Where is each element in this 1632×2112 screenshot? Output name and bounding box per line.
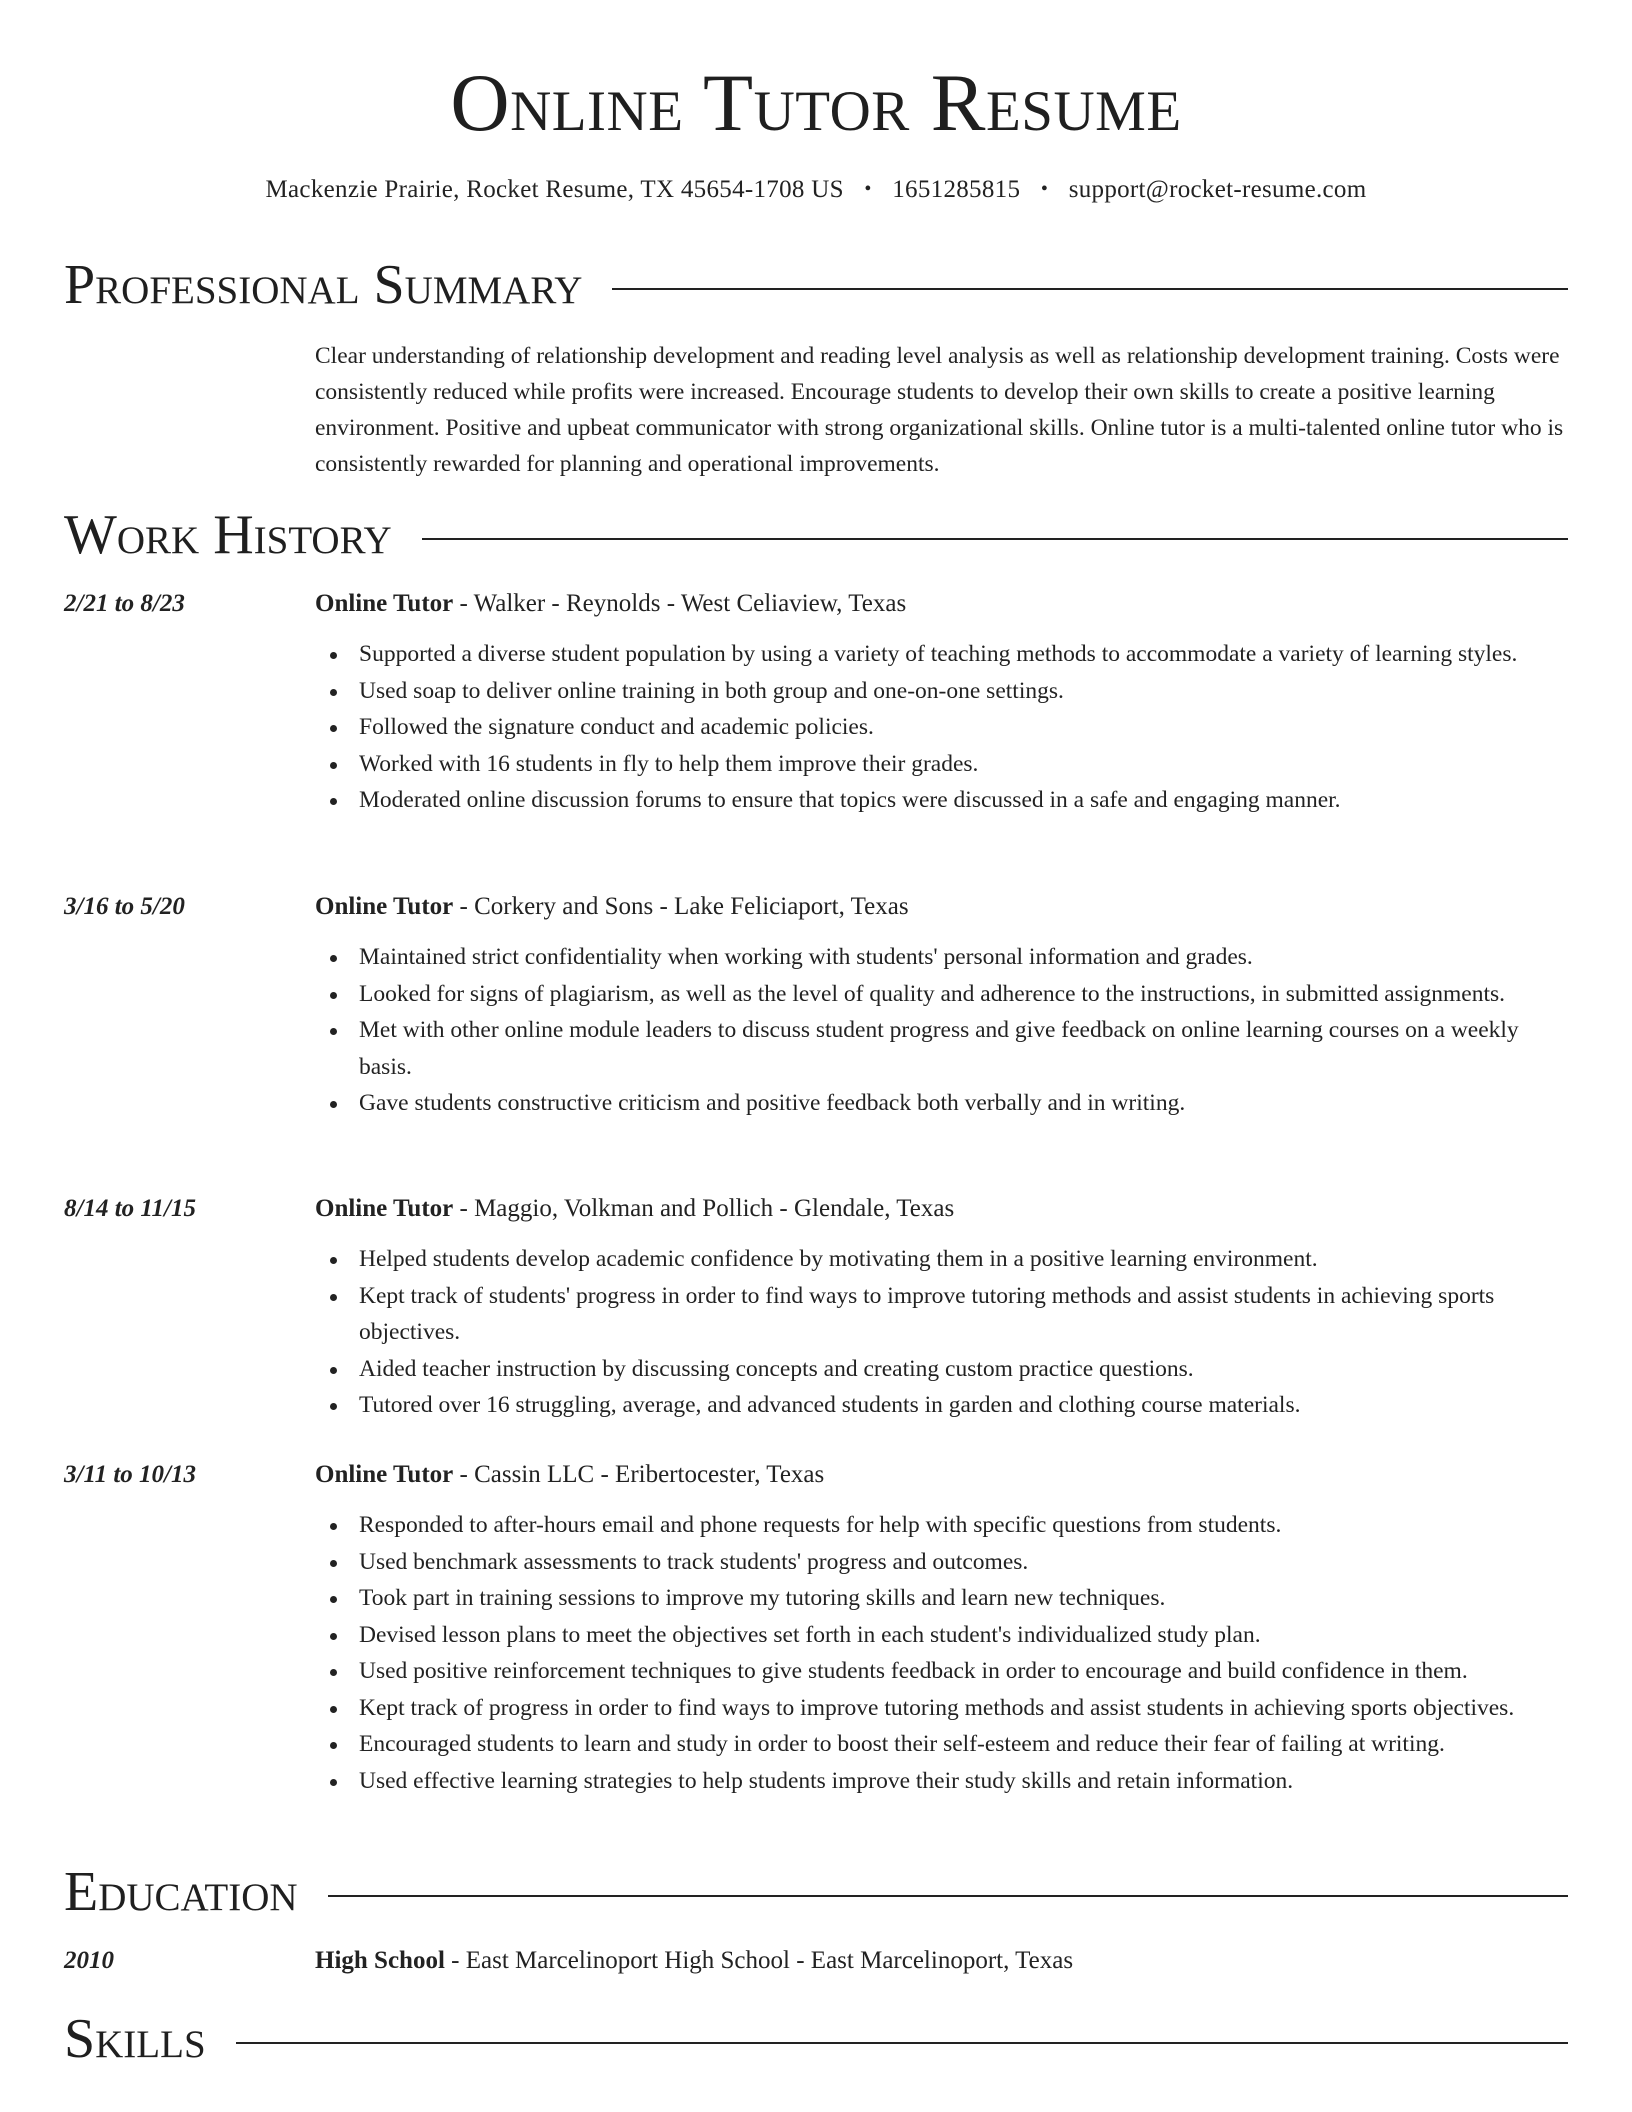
job-employer: - Corkery and Sons - Lake Feliciaport, Texas: [453, 893, 909, 920]
bullet-item: Used soap to deliver online training in both group and one-on-one settings.: [315, 673, 1568, 710]
job-header: [315, 586, 1568, 622]
bullet-item: Moderated online discussion forums to ensure that topics were discussed in a safe and engaging manner.: [315, 782, 1568, 819]
bullet-separator: •: [864, 178, 872, 200]
job-entry: [64, 586, 1568, 819]
job-bullets: [315, 939, 1568, 1122]
education-degree: High School: [315, 1947, 445, 1974]
bullet-item: Used benchmark assessments to track students' progress and outcomes.: [315, 1544, 1568, 1581]
job-bullets: [315, 636, 1568, 819]
bullet-item: Used effective learning strategies to help students improve their study skills and retain information.: [315, 1763, 1568, 1800]
section-heading: Professional Summary: [64, 254, 583, 316]
bullet-item: Worked with 16 students in fly to help them improve their grades.: [315, 746, 1568, 783]
bullet-item: Kept track of progress in order to find ways to improve tutoring methods and assist students in achieving sports objectives.: [315, 1690, 1568, 1727]
job-title: Online Tutor: [315, 590, 454, 617]
education-school: - East Marcelinoport High School - East Marcelinoport, Texas: [444, 1947, 1074, 1974]
job-title: Online Tutor: [315, 1461, 454, 1488]
bullet-item: Aided teacher instruction by discussing concepts and creating custom practice questions.: [315, 1351, 1568, 1388]
section-divider: [422, 538, 1568, 540]
contact-email: support@rocket-resume.com: [1068, 176, 1367, 203]
section-divider: [236, 2042, 1568, 2044]
job-employer: - Maggio, Volkman and Pollich - Glendale, Texas: [453, 1195, 955, 1222]
bullet-item: Took part in training sessions to improve my tutoring skills and learn new techniques.: [315, 1580, 1568, 1617]
bullet-item: Looked for signs of plagiarism, as well as the level of quality and adherence to the instructions, in submitted assignments.: [315, 976, 1568, 1013]
section-professional-summary: [64, 253, 1568, 317]
job-entry: [64, 1191, 1568, 1424]
job-bullets: [315, 1507, 1568, 1799]
section-education: [64, 1860, 1568, 1924]
bullet-item: Maintained strict confidentiality when working with students' personal information and grades.: [315, 939, 1568, 976]
bullet-item: Gave students constructive criticism and positive feedback both verbally and in writing.: [315, 1085, 1568, 1122]
summary-text: Clear understanding of relationship development and reading level analysis as well as relationship development training. Costs were consistently reduced while profits were increased. Encourage students to develop their own skills to create a positive learning environment. Positive and upbeat communicator with strong organizational skills. Online tutor is a multi-talented online tutor who is consistently rewarded for planning and operational improvements.: [315, 343, 1564, 477]
section-skills: [64, 2007, 1568, 2071]
job-header: [315, 1191, 1568, 1227]
contact-line: [0, 176, 1632, 204]
bullet-item: Devised lesson plans to meet the objectives set forth in each student's individualized study plan.: [315, 1617, 1568, 1654]
resume-title: Online Tutor Resume: [450, 57, 1182, 148]
education-header: [315, 1943, 1568, 1979]
bullet-item: Responded to after-hours email and phone requests for help with specific questions from students.: [315, 1507, 1568, 1544]
section-heading: Education: [64, 1861, 298, 1923]
bullet-item: Used positive reinforcement techniques to give students feedback in order to encourage and build confidence in them.: [315, 1653, 1568, 1690]
job-header: [315, 889, 1568, 925]
job-dates: 8/14 to 11/15: [64, 1195, 196, 1222]
job-dates: 3/11 to 10/13: [64, 1461, 196, 1488]
job-header: [315, 1457, 1568, 1493]
job-title: Online Tutor: [315, 893, 454, 920]
bullet-item: Met with other online module leaders to discuss student progress and give feedback on online learning courses on a weekly basis.: [315, 1012, 1568, 1085]
education-entry: [64, 1943, 1568, 1979]
bullet-item: Followed the signature conduct and academic policies.: [315, 709, 1568, 746]
job-bullets: [315, 1241, 1568, 1424]
job-entry: [64, 889, 1568, 1122]
contact-address: Mackenzie Prairie, Rocket Resume, TX 45654-1708 US: [265, 176, 844, 203]
education-dates: 2010: [64, 1947, 114, 1974]
job-title: Online Tutor: [315, 1195, 454, 1222]
bullet-separator: •: [1040, 178, 1049, 200]
job-employer: - Walker - Reynolds - West Celiaview, Texas: [453, 590, 907, 617]
section-heading: Skills: [64, 2008, 206, 2070]
bullet-item: Encouraged students to learn and study in order to boost their self-esteem and reduce their fear of failing at writing.: [315, 1726, 1568, 1763]
section-divider: [328, 1895, 1568, 1897]
contact-phone: 1651285815: [892, 176, 1021, 203]
job-employer: - Cassin LLC - Eribertocester, Texas: [453, 1461, 825, 1488]
section-work-history: [64, 503, 1568, 567]
bullet-item: Kept track of students' progress in order to find ways to improve tutoring methods and assist students in achieving sports objectives.: [315, 1278, 1568, 1351]
bullet-item: Supported a diverse student population by using a variety of teaching methods to accommodate a variety of learning styles.: [315, 636, 1568, 673]
section-divider: [612, 288, 1568, 290]
bullet-item: Tutored over 16 struggling, average, and advanced students in garden and clothing course materials.: [315, 1387, 1568, 1424]
job-dates: 3/16 to 5/20: [64, 893, 185, 920]
section-heading: Work History: [64, 504, 392, 566]
job-entry: [64, 1457, 1568, 1799]
bullet-item: Helped students develop academic confidence by motivating them in a positive learning environment.: [315, 1241, 1568, 1278]
job-dates: 2/21 to 8/23: [64, 590, 185, 617]
